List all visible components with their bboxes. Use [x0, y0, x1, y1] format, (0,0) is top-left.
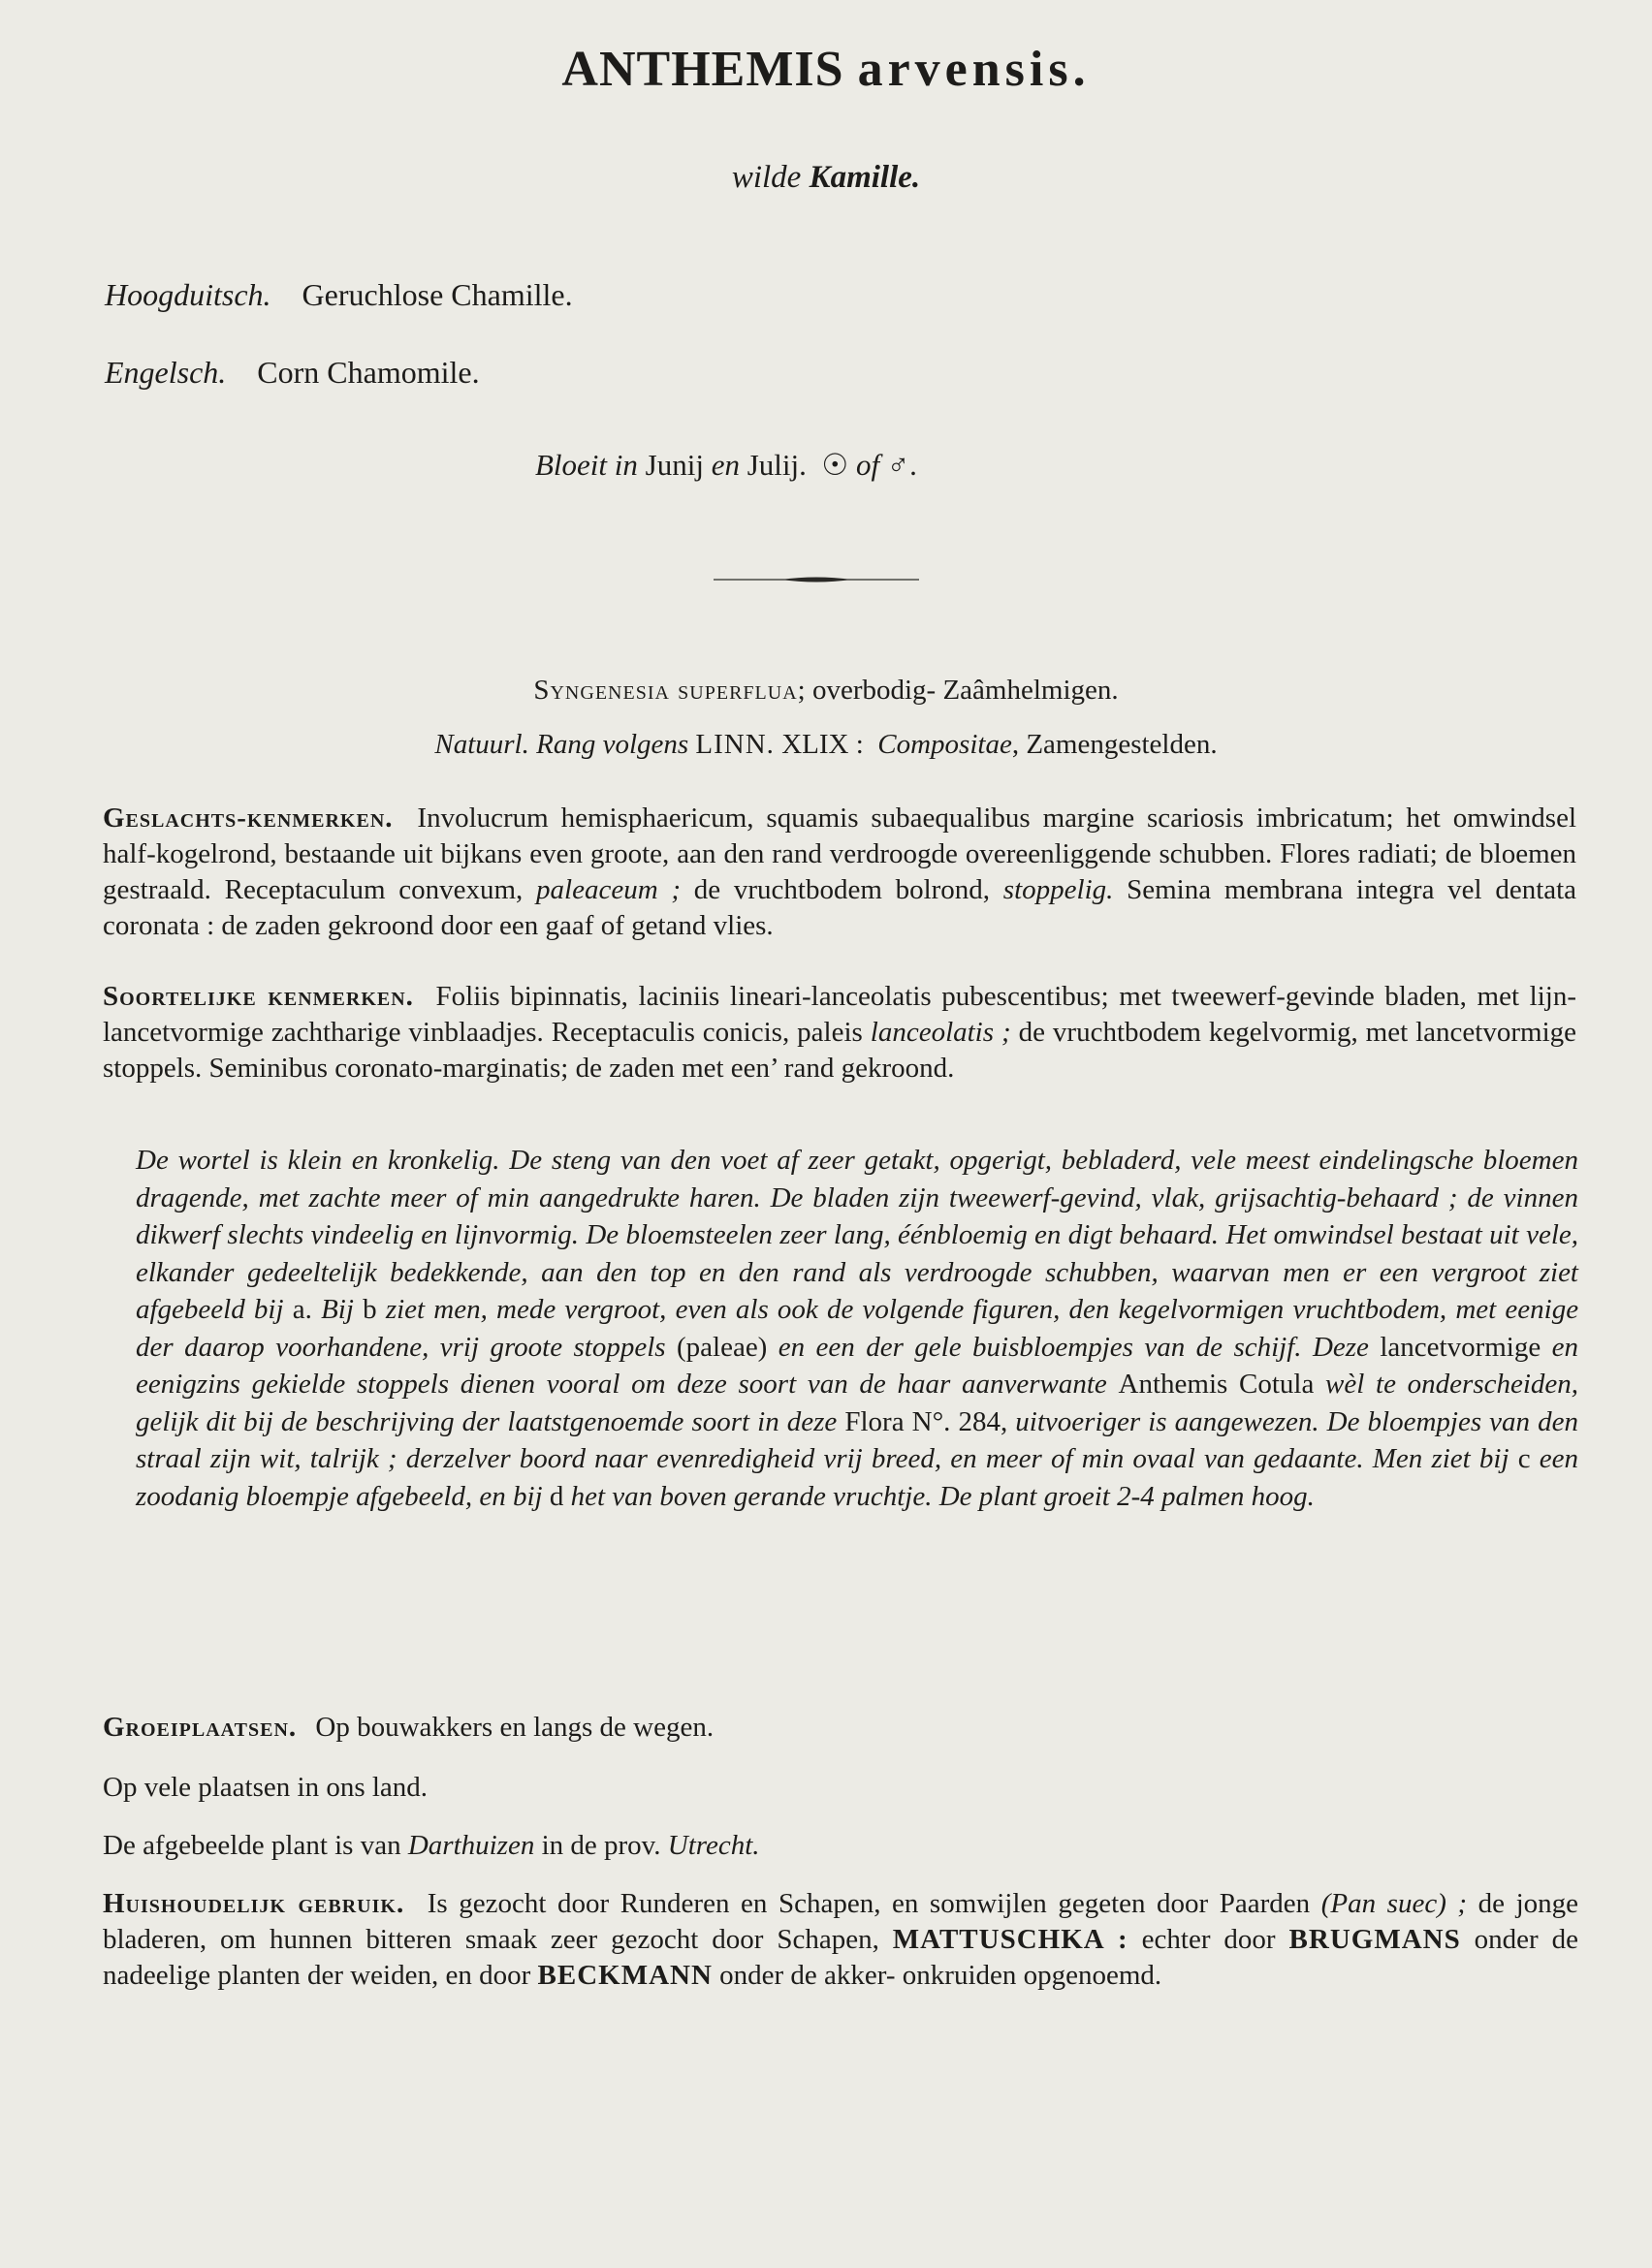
title-genus: ANTHEMIS	[561, 42, 844, 97]
language-label: Engelsch.	[105, 355, 227, 390]
distribution-line: Op vele plaatsen in ons land.	[103, 1772, 429, 1803]
section-heading: Soortelijke kenmerken.	[103, 981, 414, 1012]
biennial-symbol: ♂.	[886, 448, 917, 482]
vernacular-name: Geruchlose Chamille.	[302, 277, 573, 312]
annual-symbol: ☉	[821, 448, 849, 482]
classification-line: Syngenesia superflua; overbodig- Zaâmhelmigen.	[533, 675, 1119, 706]
subtitle-prefix: wilde	[731, 160, 802, 195]
divider-ornament	[714, 576, 919, 583]
german-name-line	[105, 277, 573, 313]
title-species: arvensis.	[857, 42, 1091, 97]
subtitle-name: Kamille.	[809, 160, 921, 195]
section-heading: Groeiplaatsen.	[103, 1712, 298, 1743]
species-characters: Soortelijke kenmerken. Foliis bipinnatis, laciniis lineari-lanceolatis pubescentibus; met tweewerf-gevinde bladen, met lijn-lancetvormige zachtharige vinblaadjes. Receptaculis conicis, paleis lanceolatis ; de vruchtbodem kegelvormig, met lancetvormige stoppels. Seminibus coronato-marginatis; de zaden met een’ rand gekroond.	[103, 981, 1576, 1084]
language-label: Hoogduitsch.	[105, 277, 271, 312]
household-use: Huishoudelijk gebruik. Is gezocht door Runderen en Schapen, en somwijlen gegeten door Paarden (Pan suec) ; de jonge bladeren, om hunnen bitteren smaak zeer gezocht door Schapen, MATTUSCHKA : echter door BRUGMANS onder de nadeelige planten der weiden, en door BECKMANN onder de akker- onkruiden opgenoemd.	[103, 1888, 1579, 1991]
english-name-line	[105, 355, 480, 391]
flowering-line: Bloeit in Junij en Julij. ☉ of ♂.	[535, 448, 917, 482]
page-title	[0, 41, 1652, 98]
plant-description: De wortel is klein en kronkelig. De steng van den voet af zeer getakt, opgerigt, bebladerd, vele meest eindelingsche bloemen dragende, met zachte meer of min aangedrukte haren. De bladen zijn tweewerf-gevind, vlak, grijsachtig-behaard ; de vinnen dikwerf slechts vindeelig en lijnvormig. De bloemsteelen zeer lang, éénbloemig en digt behaard. Het omwindsel bestaat uit vele, elkander gedeeltelijk bedekkende, aan den top en den rand als verdroogde schubben, waarvan men er een vergroot ziet afgebeeld bij a. Bij b ziet men, mede vergroot, even als ook de volgende figuren, den kegelvormigen vruchtbodem, met eenige der daarop voorhandene, vrij groote stoppels (paleae) en een der gele buisbloempjes van de schijf. Deze lancetvormige en eenigzins gekielde stoppels dienen vooral om deze soort van de haar aanverwante Anthemis Cotula wèl te onderscheiden, gelijk dit bij de beschrijving der laatstgenoemde soort in deze Flora N°. 284, uitvoeriger is aangewezen. De bloempjes van den straal zijn wit, talrijk ; derzelver boord naar evenredigheid vrij breed, en meer of min ovaal van gedaante. Men ziet bij c een zoodanig bloempje afgebeeld, en bij d het van boven gerande vruchtje. De plant groeit 2-4 palmen hoog.	[136, 1145, 1579, 1512]
habitat-line: Groeiplaatsen. Op bouwakkers en langs de wegen.	[103, 1712, 715, 1743]
dutch-common-name	[0, 160, 1652, 196]
natural-rank-line: Natuurl. Rang volgens LINN. XLIX : Compositae, Zamengestelden.	[434, 729, 1218, 760]
specimen-origin-line: De afgebeelde plant is van Darthuizen in de prov. Utrecht.	[103, 1830, 760, 1861]
section-heading: Geslachts-kenmerken.	[103, 803, 394, 834]
genus-characters: Geslachts-kenmerken. Involucrum hemisphaericum, squamis subaequalibus margine scariosis imbricatum; het omwindsel half-kogelrond, bestaande uit bijkans even groote, aan den rand verdroogde overeenliggende schubben. Flores radiati; de bloemen gestraald. Receptaculum convexum, paleaceum ; de vruchtbodem bolrond, stoppelig. Semina membrana integra vel dentata coronata : de zaden gekroond door een gaaf of getand vlies.	[103, 803, 1577, 941]
vernacular-name: Corn Chamomile.	[257, 355, 480, 390]
section-heading: Huishoudelijk gebruik.	[103, 1888, 405, 1919]
